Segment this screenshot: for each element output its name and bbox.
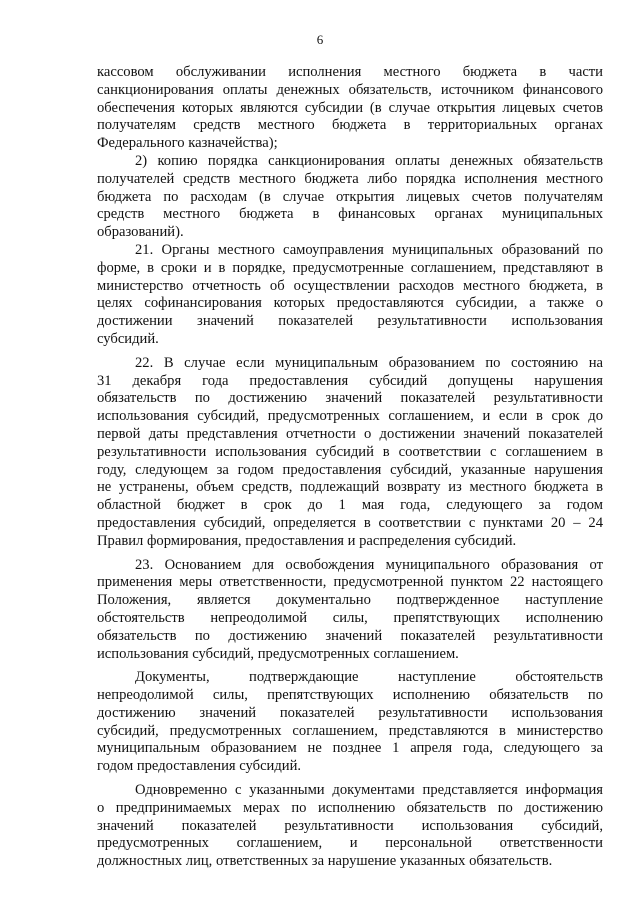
text-line: муниципальным образованием не позднее 1 апреля года, следующего за <box>97 740 603 757</box>
page-number: 6 <box>316 32 324 47</box>
text-line: результативности использования субсидий в соответствии с соглашением в <box>97 443 603 460</box>
text-line: субсидий, предусмотренных соглашением, представляются в министерство <box>97 722 603 739</box>
text-line: 21. Органы местного самоуправления муниципальных образований по <box>135 241 603 258</box>
text-line: образований). <box>97 224 184 241</box>
text-line: должностных лиц, ответственных за нарушение указанных обязательств. <box>97 853 553 870</box>
text-line: получателям средств местного бюджета в территориальных органах <box>97 117 603 134</box>
text-line: использования субсидий, предусмотренных соглашением, и если в срок до <box>97 408 603 425</box>
text-line: Документы, подтверждающие наступление обстоятельств <box>135 669 603 686</box>
text-line: предоставления субсидий, определяется в соответствии с пунктами 20 – 24 <box>97 514 603 531</box>
text-line: целях софинансирования которых предоставляются субсидии, а также о <box>97 295 603 312</box>
text-line: значений показателей результативности использования субсидий, <box>97 817 603 834</box>
text-line: не устранены, объем средств, подлежащий возврату из местного бюджета в <box>97 479 603 496</box>
text-line: получателей средств местного бюджета либо порядка исполнения местного <box>97 170 603 187</box>
text-line: достижении значений показателей результативности использования <box>97 313 603 330</box>
text-line: бюджета по расходам (в случае открытия лицевых счетов получателям <box>97 188 603 205</box>
paragraph-item-2 <box>97 153 603 242</box>
paragraph-documents <box>97 669 603 776</box>
text-line: обеспечения которых являются субсидии (в случае открытия лицевых счетов <box>97 99 603 116</box>
paragraph-simultaneously <box>97 782 603 871</box>
paragraph-continuation <box>97 64 603 153</box>
paragraph-22 <box>97 355 603 551</box>
text-line: 23. Основанием для освобождения муниципального образования от <box>135 556 603 573</box>
paragraph-23 <box>97 557 603 664</box>
text-line: 31 декабря года предоставления субсидий допущены нарушения <box>97 372 603 389</box>
text-line: о предпринимаемых мерах по исполнению обязательств по достижению <box>97 799 603 816</box>
text-line: Федерального казначейства); <box>97 135 278 152</box>
document-body <box>97 64 603 871</box>
text-line: санкционирования оплаты денежных обязательств, источником финансового <box>97 81 603 98</box>
text-line: Положения, является документально подтвержденное наступление <box>97 592 603 609</box>
text-line: областной бюджет в срок до 1 мая года, следующего за годом <box>97 497 603 514</box>
text-line: предусмотренных соглашением, и персональной ответственности <box>97 835 603 852</box>
text-line: достижению значений показателей результативности использования <box>97 704 603 721</box>
text-line: использования субсидий, предусмотренных соглашением. <box>97 645 459 662</box>
text-line: годом предоставления субсидий. <box>97 758 302 775</box>
text-line: средств местного бюджета в финансовых органах муниципальных <box>97 206 603 223</box>
text-line: кассовом обслуживании исполнения местного бюджета в части <box>97 64 603 80</box>
text-line: обязательств по достижению значений показателей результативности <box>97 627 603 644</box>
text-line: обстоятельств непреодолимой силы, препятствующих исполнению <box>97 609 603 626</box>
text-line: 2) копию порядка санкционирования оплаты денежных обязательств <box>135 152 603 169</box>
text-line: 22. В случае если муниципальным образованием по состоянию на <box>135 354 603 371</box>
text-line: Правил формирования, предоставления и распределения субсидий. <box>97 532 517 549</box>
text-line: субсидий. <box>97 330 159 347</box>
text-line: непреодолимой силы, препятствующих исполнению обязательств по <box>97 687 603 704</box>
text-line: первой даты представления отчетности о достижении значений показателей <box>97 425 603 442</box>
text-line: министерство отчетность об осуществлении расходов местного бюджета, в <box>97 277 603 294</box>
text-line: обязательств по достижению значений показателей результативности <box>97 390 603 407</box>
text-line: Одновременно с указанными документами представляется информация <box>135 782 603 799</box>
text-line: форме, в сроки и в порядке, предусмотренные соглашением, представляют в <box>97 259 603 276</box>
text-line: году, следующем за годом предоставления субсидий, указанные нарушения <box>97 461 603 478</box>
text-line: применения меры ответственности, предусмотренной пунктом 22 настоящего <box>97 574 603 591</box>
paragraph-21 <box>97 242 603 349</box>
